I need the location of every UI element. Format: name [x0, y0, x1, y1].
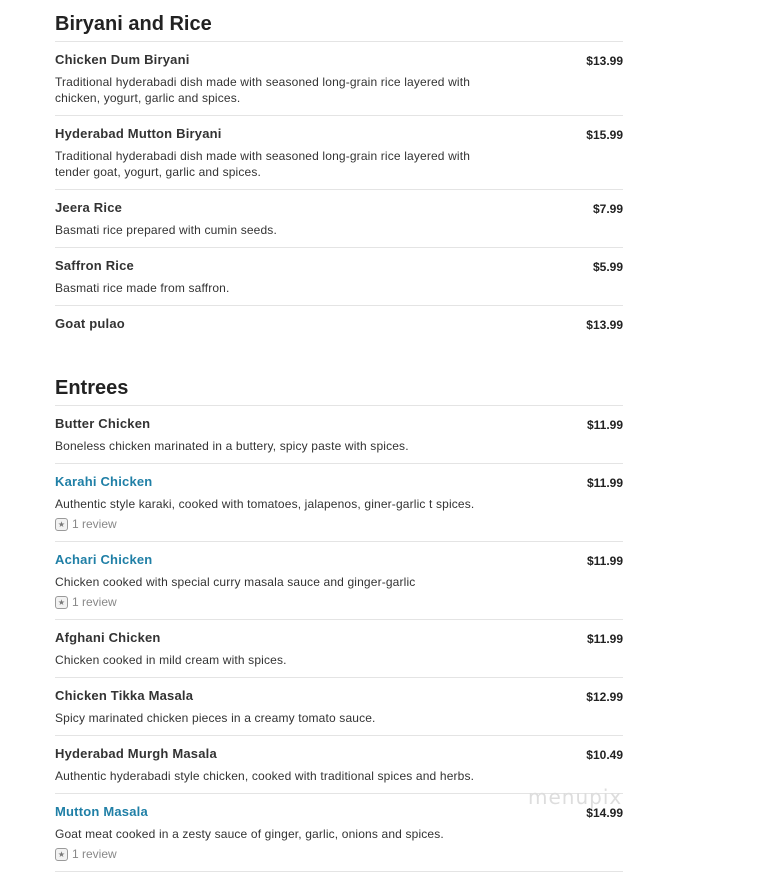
- item-price: $10.49: [586, 748, 623, 762]
- item-price: $5.99: [592, 260, 623, 274]
- item-price: $7.99: [592, 202, 623, 216]
- section-spacer: [55, 341, 623, 377]
- item-price: $14.99: [586, 806, 623, 820]
- menu-item: [55, 620, 623, 678]
- menu-item: [55, 116, 623, 190]
- menu-item: [55, 248, 623, 306]
- menu-item: [55, 190, 623, 248]
- menu-item: [55, 464, 623, 542]
- review-link[interactable]: [55, 516, 623, 532]
- item-description: Boneless chicken marinated in a buttery, spicy paste with spices.: [55, 439, 409, 453]
- item-description: Chicken cooked with special curry masala sauce and ginger-garlic: [55, 575, 416, 589]
- review-count: 1 review: [72, 595, 117, 609]
- item-name-link[interactable]: Achari Chicken: [55, 552, 153, 567]
- item-price: $13.99: [586, 54, 623, 68]
- item-description: Authentic hyderabadi style chicken, cooked with traditional spices and herbs.: [55, 769, 475, 783]
- menu-item: [55, 542, 623, 620]
- review-link[interactable]: [55, 594, 623, 610]
- section-title: Biryani and Rice: [55, 0, 623, 42]
- item-name: Butter Chicken: [55, 416, 151, 431]
- star-icon: ★: [55, 596, 68, 609]
- menu-item: [55, 42, 623, 116]
- review-count: 1 review: [72, 517, 117, 531]
- item-description: Goat meat cooked in a zesty sauce of ginger, garlic, onions and spices.: [55, 827, 444, 841]
- item-name: Chicken Dum Biryani: [55, 52, 190, 67]
- item-price: $11.99: [586, 632, 623, 646]
- item-name: Afghani Chicken: [55, 630, 161, 645]
- star-icon: ★: [55, 848, 68, 861]
- section-title: Entrees: [55, 377, 623, 406]
- item-name: Saffron Rice: [55, 258, 134, 273]
- item-description: Spicy marinated chicken pieces in a creamy tomato sauce.: [55, 711, 376, 725]
- item-price: $11.99: [586, 476, 623, 490]
- item-description: Traditional hyderabadi dish made with seasoned long-grain rice layered with chicken, yogurt, garlic and spices.: [55, 75, 471, 105]
- item-name: Jeera Rice: [55, 200, 123, 215]
- item-name: Goat pulao: [55, 316, 125, 331]
- item-name: Hyderabad Murgh Masala: [55, 746, 217, 761]
- item-price: $11.99: [586, 554, 623, 568]
- item-description: Basmati rice made from saffron.: [55, 281, 230, 295]
- menupix-watermark: menupix: [528, 785, 623, 809]
- item-name-link[interactable]: Karahi Chicken: [55, 474, 153, 489]
- menu: [55, 0, 623, 872]
- menu-item: [55, 406, 623, 464]
- item-description: Chicken cooked in mild cream with spices.: [55, 653, 287, 667]
- item-price: $12.99: [586, 690, 623, 704]
- menu-item: [55, 678, 623, 736]
- section-biryani-and-rice: [55, 0, 623, 341]
- item-price: $13.99: [586, 318, 623, 332]
- review-link[interactable]: [55, 846, 623, 862]
- item-description: Basmati rice prepared with cumin seeds.: [55, 223, 277, 237]
- menu-item: [55, 306, 623, 341]
- item-description: Traditional hyderabadi dish made with seasoned long-grain rice layered with tender goat, yogurt, garlic and spices.: [55, 149, 471, 179]
- item-name: Chicken Tikka Masala: [55, 688, 194, 703]
- item-description: Authentic style karaki, cooked with tomatoes, jalapenos, giner-garlic t spices.: [55, 497, 475, 511]
- review-count: 1 review: [72, 847, 117, 861]
- star-icon: ★: [55, 518, 68, 531]
- item-name-link[interactable]: Mutton Masala: [55, 804, 148, 819]
- item-price: $15.99: [586, 128, 623, 142]
- item-name: Hyderabad Mutton Biryani: [55, 126, 222, 141]
- item-price: $11.99: [586, 418, 623, 432]
